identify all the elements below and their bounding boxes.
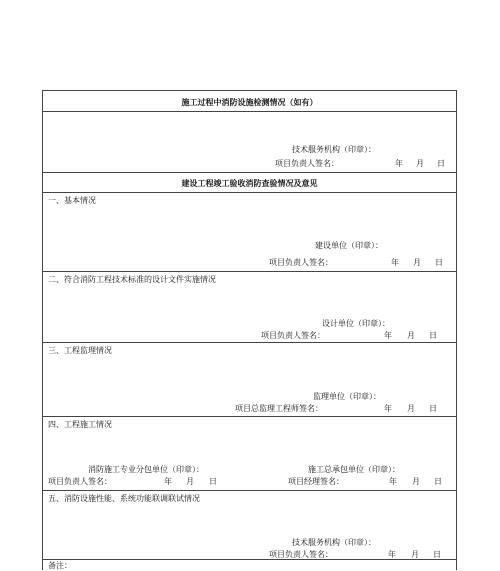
- date-year-label: 年: [384, 331, 392, 340]
- construction-unit-seal-label: 建设单位（印章）：: [315, 241, 383, 250]
- date-year-label: 年: [164, 477, 172, 486]
- date-month-label: 月: [412, 477, 420, 486]
- acceptance-form-table: [42, 90, 457, 570]
- tech-service-org-seal-label: 技术服务机构（印章）：: [292, 538, 376, 547]
- date-year-label: 年: [384, 404, 392, 413]
- design-unit-seal-label: 设计单位（印章）：: [322, 319, 390, 328]
- date-day-label: 日: [437, 159, 445, 168]
- date-day-label: 日: [433, 550, 441, 559]
- construction-check-title: 施工过程中消防设施检测情况（如有）: [181, 97, 318, 107]
- supervision-unit-seal-label: 监理单位（印章）：: [313, 392, 381, 401]
- tech-service-org-seal-label: 技术服务机构（印章）：: [292, 145, 376, 154]
- fire-subcontractor-seal-label: 消防施工专业分包单位（印章）：: [88, 465, 204, 474]
- section-design-implementation: [43, 271, 456, 343]
- date-day-label: 日: [434, 477, 442, 486]
- section-supervision: [43, 342, 456, 417]
- chief-supervisor-sign-label: 项目总监理工程师签名：: [235, 404, 323, 413]
- date-day-label: 日: [435, 258, 443, 267]
- subcontractor-leader-sign-label: 项目负责人签名：: [48, 477, 112, 486]
- section-basic-info: [43, 192, 456, 272]
- general-contractor-seal-label: 施工总承包单位（印章）：: [308, 465, 400, 474]
- section-4-heading: 四、工程施工情况: [48, 420, 112, 429]
- project-leader-sign-label: 项目负责人签名：: [261, 331, 325, 340]
- project-leader-sign-label: 项目负责人签名：: [269, 550, 333, 559]
- section-3-heading: 三、工程监理情况: [48, 346, 112, 355]
- date-month-label: 月: [411, 550, 419, 559]
- date-year-label: 年: [388, 550, 396, 559]
- remarks-label: 备注：: [48, 561, 72, 570]
- date-year-label: 年: [395, 159, 403, 168]
- date-year-label: 年: [389, 477, 397, 486]
- section-2-heading: 二、符合消防工程技术标准的设计文件实施情况: [48, 275, 216, 284]
- date-month-label: 月: [413, 258, 421, 267]
- construction-check-sign-row: [43, 111, 456, 173]
- date-year-label: 年: [391, 258, 399, 267]
- section-5-heading: 五、消防设施性能、系统功能联调联试情况: [48, 494, 200, 503]
- project-leader-sign-label: 项目负责人签名：: [269, 258, 333, 267]
- date-day-label: 日: [429, 404, 437, 413]
- date-day-label: 日: [209, 477, 217, 486]
- date-month-label: 月: [186, 477, 194, 486]
- construction-check-title-row: [43, 91, 456, 112]
- completion-opinion-title: 建设工程竣工验收消防查验情况及意见: [181, 178, 318, 188]
- completion-opinion-title-row: [43, 172, 456, 193]
- section-construction: [43, 416, 456, 491]
- project-manager-sign-label: 项目经理签名：: [288, 477, 344, 486]
- date-day-label: 日: [429, 331, 437, 340]
- section-1-heading: 一、基本情况: [48, 196, 96, 205]
- project-leader-sign-label: 项目负责人签名：: [275, 159, 339, 168]
- section-system-testing: [43, 490, 456, 560]
- date-month-label: 月: [416, 159, 424, 168]
- date-month-label: 月: [407, 331, 415, 340]
- date-month-label: 月: [407, 404, 415, 413]
